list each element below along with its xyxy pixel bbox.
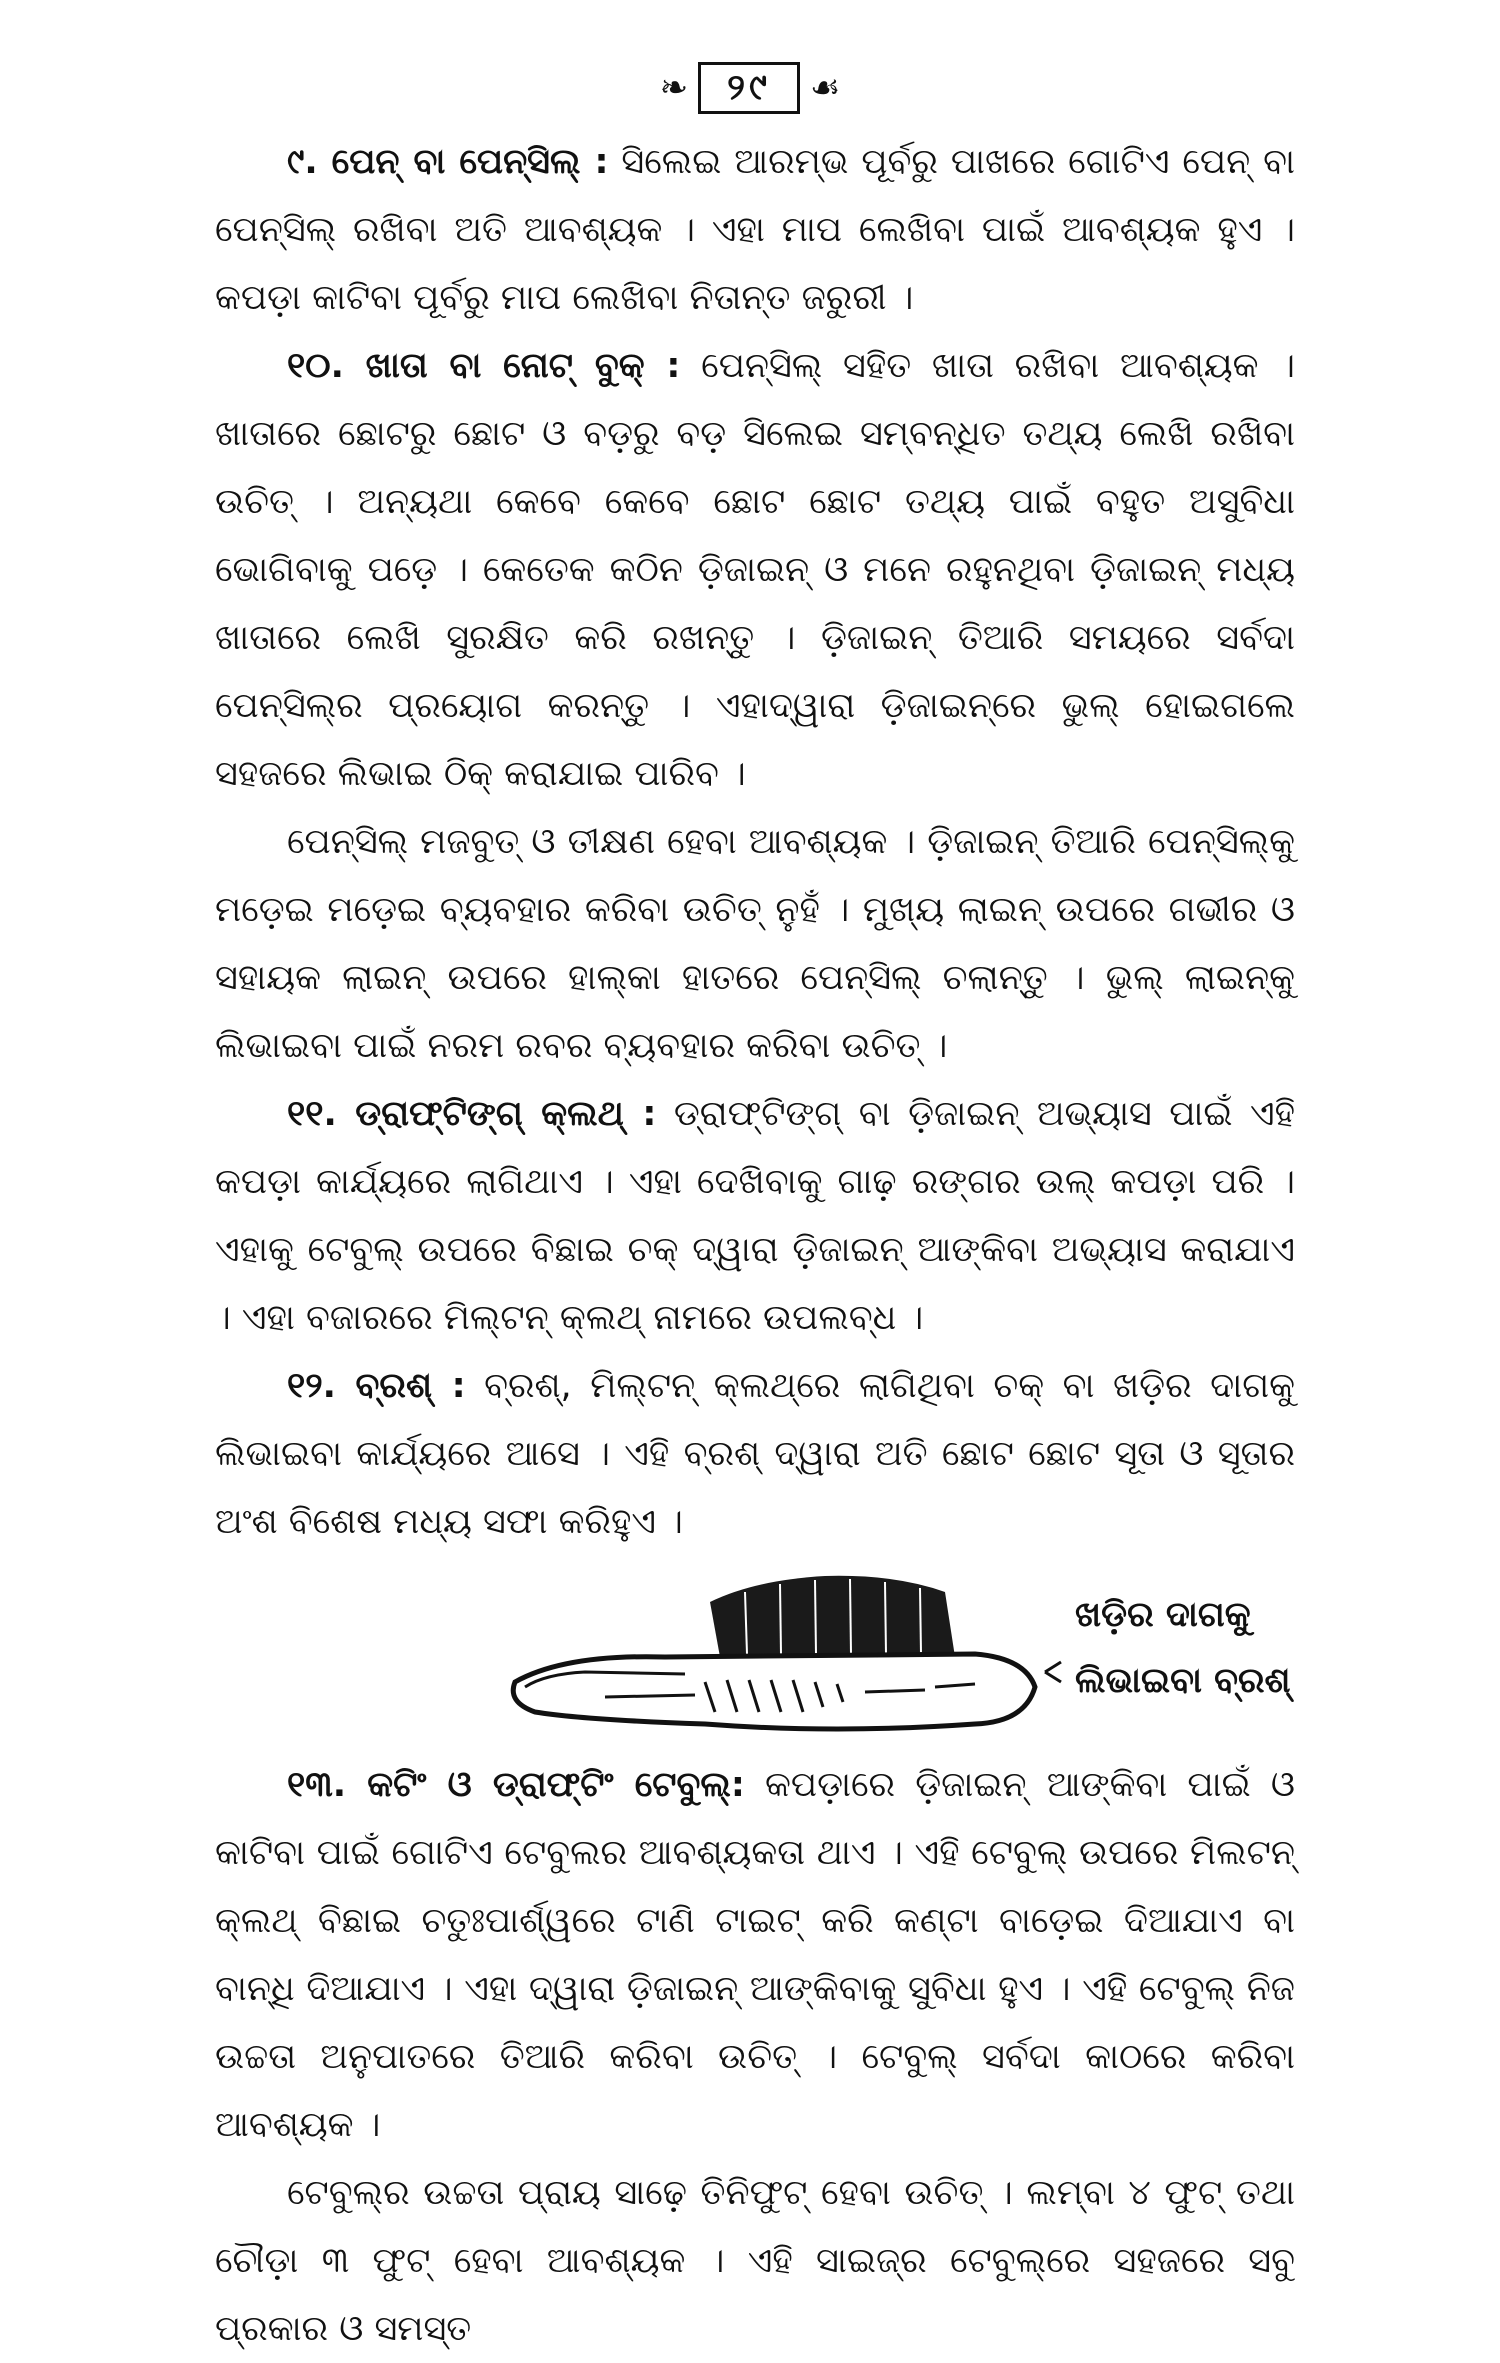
paragraph: ପେନ୍ସିଲ୍ ମଜବୁତ୍ ଓ ତୀକ୍ଷଣ ହେବା ଆବଶ୍ୟକ । ଡ଼ିଜାଇନ୍ ତିଆରି ପେନ୍ସିଲ୍‌କୁ ମଡ଼େଇ ମଡ଼େଇ ବ୍ୟବହାର କରିବା ଉଚିତ୍ ନୁହଁ । ମୁଖ୍ୟ ଲାଇନ୍ ଉପରେ ଗଭୀର ଓ ସହାୟକ ଲାଇନ୍ ଉପରେ ହାଲ୍‌କା ହାତରେ ପେନ୍ସିଲ୍ ଚଲାନ୍ତୁ । ଭୁଲ୍ ଲାଇନ୍‌କୁ ଲିଭାଇବା ପାଇଁ ନରମ ରବର ବ୍ୟବହାର କରିବା ଉଚିତ୍ । <box>215 822 1295 1066</box>
section-heading: ୧୩. କଟିଂ ଓ ଡ୍ରାଫ୍‌ଟିଂ ଟେବୁଲ୍: <box>287 1765 745 1805</box>
section-text: ବ୍ରଶ୍, ମିଲ୍‌ଟନ୍ କ୍ଲଥ୍‌ରେ ଲାଗିଥିବା ଚକ୍ ବା ଖଡ଼ିର ଦାଗକୁ ଲିଭାଇବା କାର୍ଯ୍ୟରେ ଆସେ । ଏହି ବ୍ରଶ୍ ଦ୍ୱାରା ଅତି ଛୋଟ ଛୋଟ ସୂତା ଓ ସୂତାର ଅଂଶ ବିଶେଷ ମଧ୍ୟ ସଫା କରିହୁଏ । <box>215 1366 1295 1542</box>
section-heading: ୧୧. ଡ୍ରାଫ୍‌ଟିଙ୍ଗ୍ କ୍ଲଥ୍ : <box>287 1094 657 1134</box>
section-text: ପେନ୍ସିଲ୍ ସହିତ ଖାତା ରଖିବା ଆବଶ୍ୟକ । ଖାତାରେ ଛୋଟରୁ ଛୋଟ ଓ ବଡ଼ରୁ ବଡ଼ ସିଲେଇ ସମ୍ବନ୍ଧିତ ତଥ୍ୟ ଲେଖି ରଖିବା ଉଚିତ୍ । ଅନ୍ୟଥା କେବେ କେବେ ଛୋଟ ଛୋଟ ତଥ୍ୟ ପାଇଁ ବହୁତ ଅସୁବିଧା ଭୋଗିବାକୁ ପଡ଼େ । କେତେକ କଠିନ ଡ଼ିଜାଇନ୍ ଓ ମନେ ରହୁନଥିବା ଡ଼ିଜାଇନ୍ ମଧ୍ୟ ଖାତାରେ ଲେଖି ସୁରକ୍ଷିତ କରି ରଖନ୍ତୁ । ଡ଼ିଜାଇନ୍ ତିଆରି ସମୟରେ ସର୍ବଦା ପେନ୍ସିଲ୍‌ର ପ୍ରୟୋଗ କରନ୍ତୁ । ଏହାଦ୍ୱାରା ଡ଼ିଜାଇନ୍‌ରେ ଭୁଲ୍ ହୋଇଗଲେ ସହଜରେ ଲିଭାଇ ଠିକ୍ କରାଯାଇ ପାରିବ । <box>215 346 1295 794</box>
section-heading: ୯. ପେନ୍ ବା ପେନ୍ସିଲ୍ : <box>287 142 609 182</box>
page-body <box>215 128 1295 2363</box>
brush-icon <box>505 1562 1065 1742</box>
section-text: ସିଲେଇ ଆରମ୍ଭ ପୂର୍ବରୁ ପାଖରେ ଗୋଟିଏ ପେନ୍ ବା ପେନ୍ସିଲ୍ ରଖିବା ଅତି ଆବଶ୍ୟକ । ଏହା ମାପ ଲେଖିବା ପାଇଁ ଆବଶ୍ୟକ ହୁଏ । କପଡ଼ା କାଟିବା ପୂର୍ବରୁ ମାପ ଲେଖିବା ନିତାନ୍ତ ଜରୁରୀ । <box>215 142 1295 318</box>
section-11 <box>215 1080 1295 1352</box>
section-heading: ୧୦. ଖାତା ବା ନୋଟ୍ ବୁକ୍ : <box>287 346 681 386</box>
paragraph: ଟେବୁଲ୍‌ର ଉଚ୍ଚତା ପ୍ରାୟ ସାଢ଼େ ତିନିଫୁଟ୍ ହେବା ଉଚିତ୍ । ଲମ୍ବା ୪ ଫୁଟ୍ ତଥା ଚୌଡ଼ା ୩ ଫୁଟ୍ ହେବା ଆବଶ୍ୟକ । ଏହି ସାଇଜ୍‌ର ଟେବୁଲ୍‌ରେ ସହଜରେ ସବୁ ପ୍ରକାର ଓ ସମସ୍ତ <box>215 2173 1295 2349</box>
section-text: ଡ୍ରାଫ୍‌ଟିଙ୍ଗ୍ ବା ଡ଼ିଜାଇନ୍ ଅଭ୍ୟାସ ପାଇଁ ଏହି କପଡ଼ା କାର୍ଯ୍ୟରେ ଲାଗିଥାଏ । ଏହା ଦେଖିବାକୁ ଗାଢ଼ ରଙ୍ଗର ଉଲ୍ କପଡ଼ା ପରି । ଏହାକୁ ଟେବୁଲ୍ ଉପରେ ବିଛାଇ ଚକ୍ ଦ୍ୱାରା ଡ଼ିଜାଇନ୍ ଆଙ୍କିବା ଅଭ୍ୟାସ କରାଯାଏ । ଏହା ବଜାରରେ ମିଲ୍‌ଟନ୍ କ୍ଲଥ୍ ନାମରେ ଉପଲବ୍ଧ । <box>215 1094 1295 1338</box>
section-heading: ୧୨. ବ୍ରଶ୍ : <box>287 1366 466 1406</box>
left-ornament-icon: ❧ <box>659 68 689 108</box>
section-12 <box>215 1352 1295 1556</box>
section-text: କପଡ଼ାରେ ଡ଼ିଜାଇନ୍ ଆଙ୍କିବା ପାଇଁ ଓ କାଟିବା ପାଇଁ ଗୋଟିଏ ଟେବୁଲର ଆବଶ୍ୟକତା ଥାଏ । ଏହି ଟେବୁଲ୍ ଉପରେ ମିଲଟନ୍ କ୍ଲଥ୍ ବିଛାଇ ଚତୁଃପାର୍ଶ୍ୱରେ ଟାଣି ଟାଇଟ୍ କରି କଣ୍ଟା ବାଡ଼େଇ ଦିଆଯାଏ ବା ବାନ୍ଧି ଦିଆଯାଏ । ଏହା ଦ୍ୱାରା ଡ଼ିଜାଇନ୍ ଆଙ୍କିବାକୁ ସୁବିଧା ହୁଏ । ଏହି ଟେବୁଲ୍ ନିଜ ଉଚ୍ଚତା ଅନୁପାତରେ ତିଆରି କରିବା ଉଚିତ୍ । ଟେବୁଲ୍ ସର୍ବଦା କାଠରେ କରିବା ଆବଶ୍ୟକ । <box>215 1765 1295 2145</box>
section-9 <box>215 128 1295 332</box>
caption-line: ଲିଭାଇବା ବ୍ରଶ୍ <box>1075 1661 1291 1701</box>
section-10 <box>215 332 1295 808</box>
section-13 <box>215 1751 1295 2159</box>
figure-caption <box>1075 1582 1305 1714</box>
page-header <box>0 62 1500 114</box>
right-ornament-icon: ☙ <box>809 68 841 108</box>
page-number: ୨୯ <box>698 62 800 114</box>
caption-line: ଖଡ଼ିର ଦାଗକୁ <box>1075 1595 1251 1635</box>
brush-figure <box>215 1562 1295 1747</box>
